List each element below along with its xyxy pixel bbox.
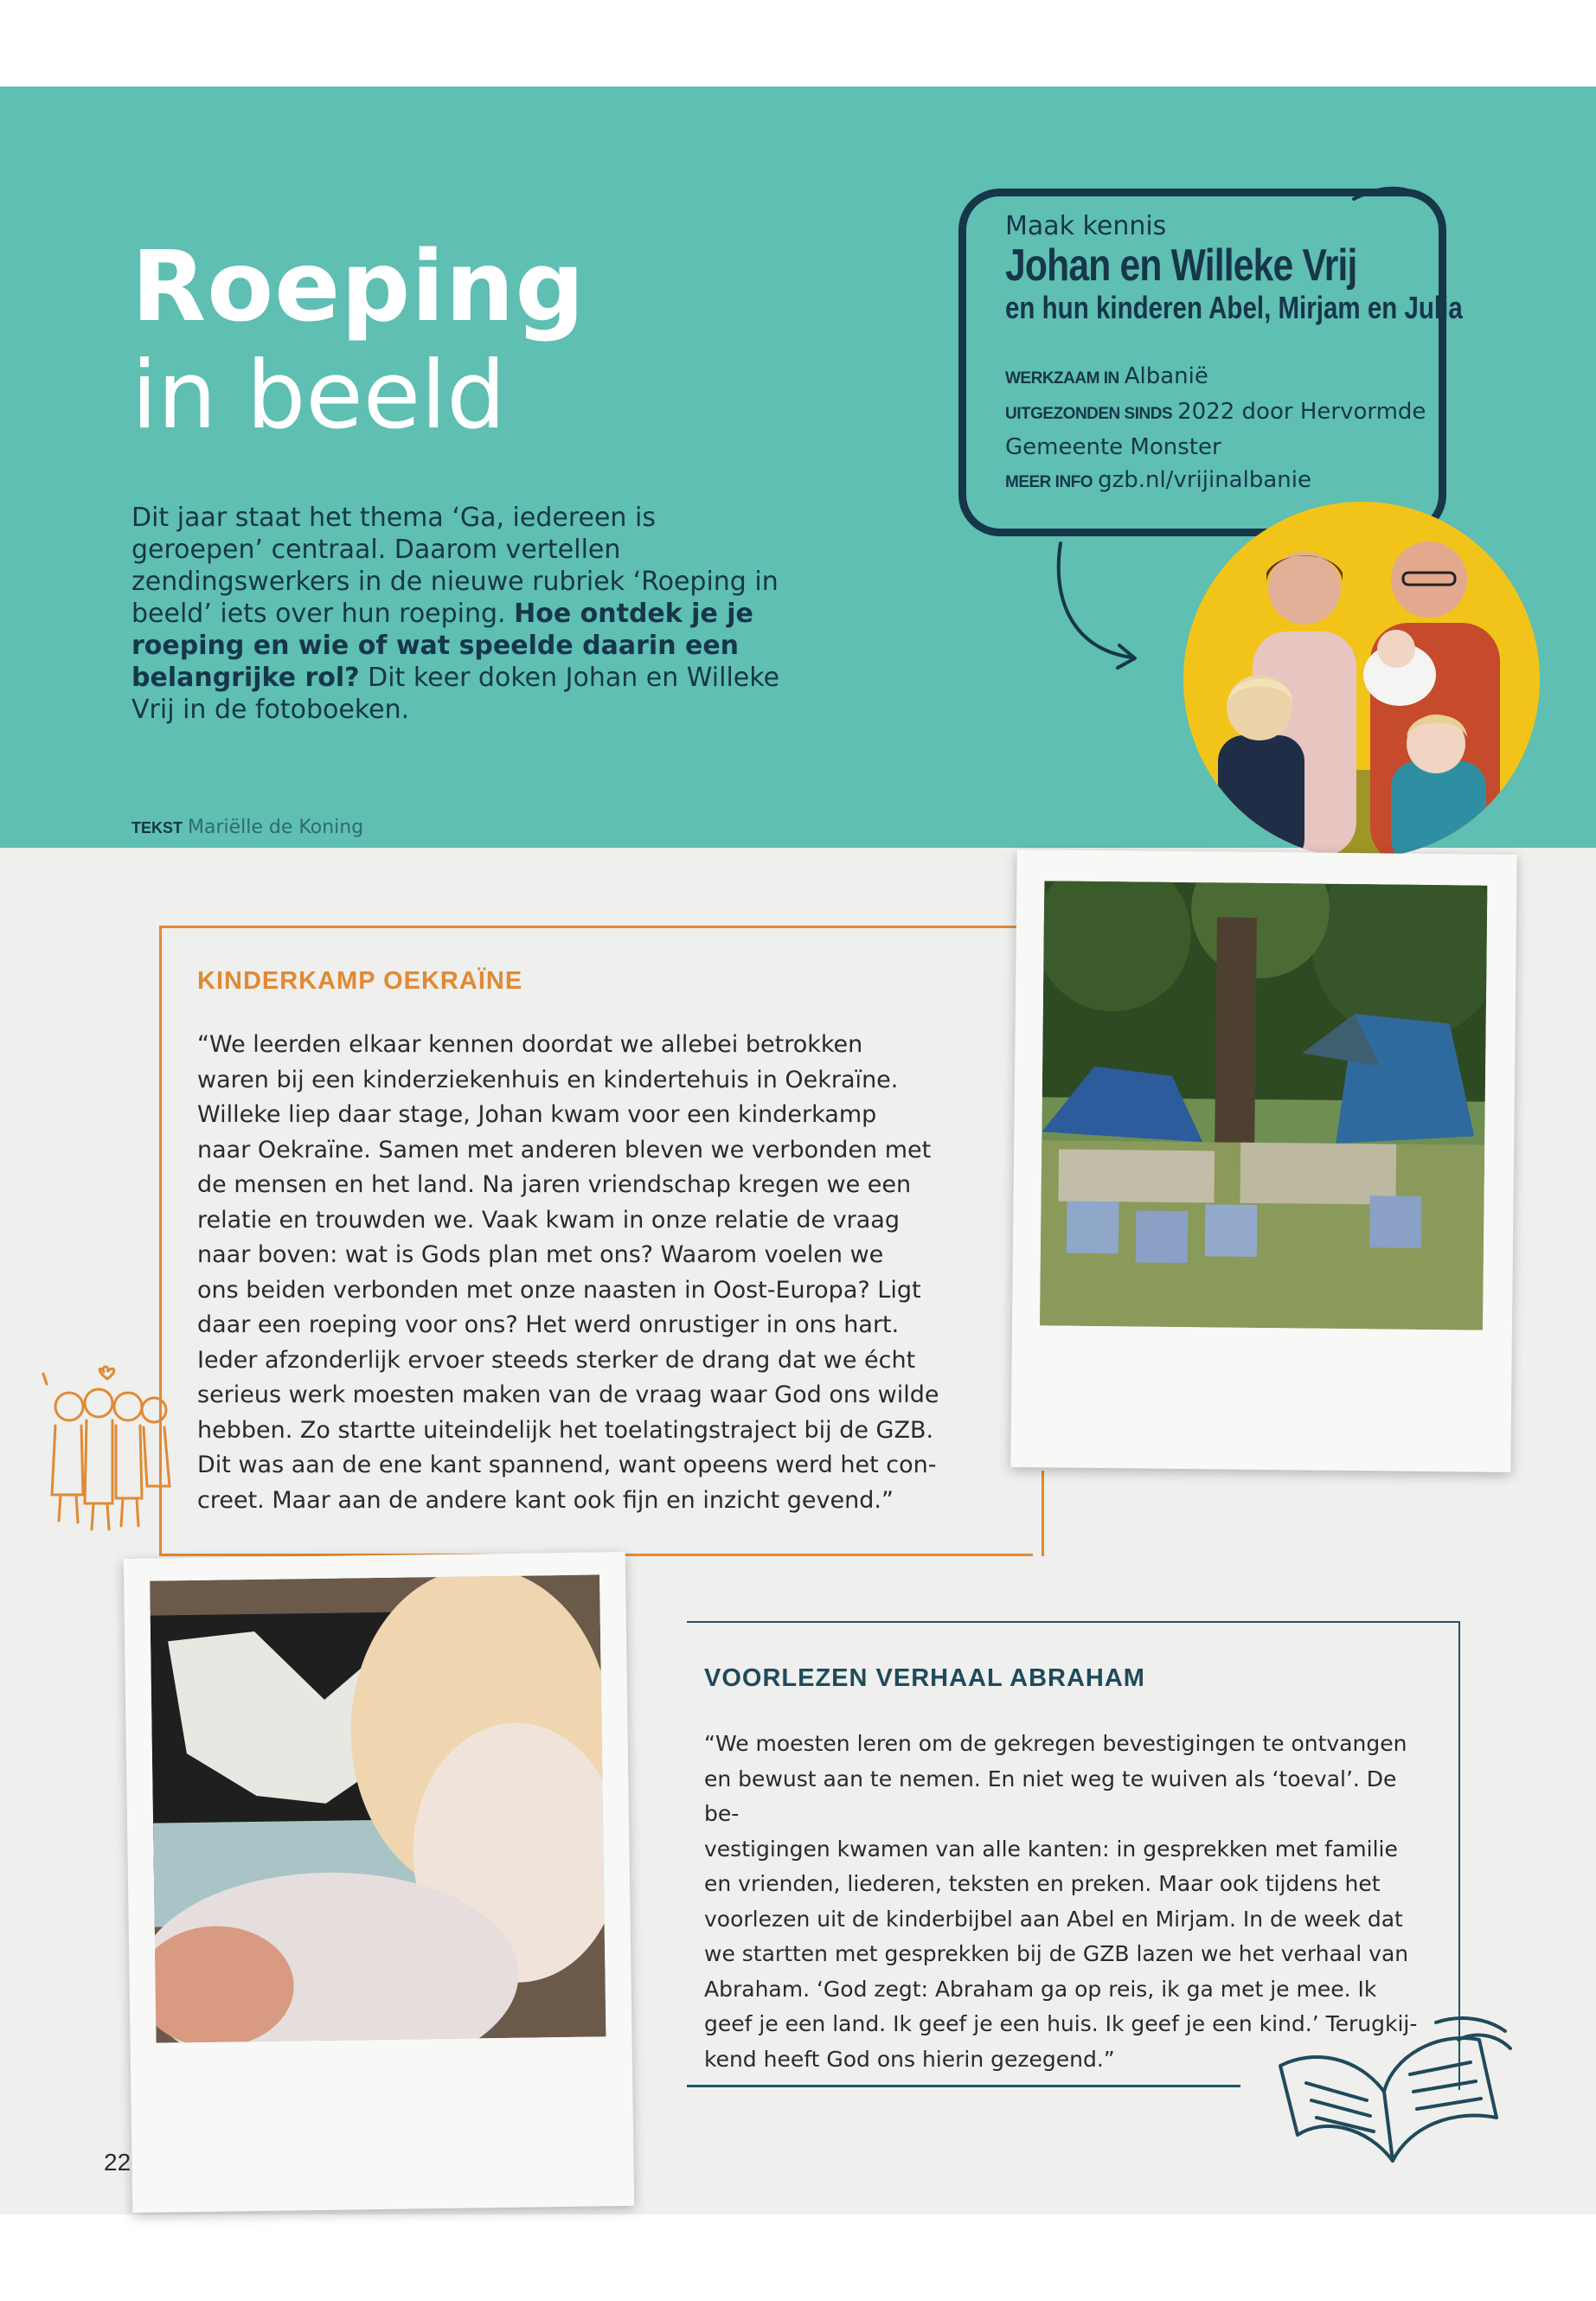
text-line: serieus werk moesten maken van de vraag waar God ons wilde — [197, 1381, 939, 1408]
text-line: kend heeft God ons hierin gezegend.” — [704, 2046, 1115, 2072]
credit-name: Mariëlle de Koning — [188, 817, 364, 838]
curved-arrow-icon — [1045, 536, 1149, 675]
sent-value-line1: 2022 door Hervormde — [1177, 399, 1426, 425]
reading-photo — [150, 1574, 606, 2042]
text-line: en bewust aan te nemen. En niet weg te wuiven als ‘toeval’. De be- — [704, 1766, 1397, 1826]
intro-bold-question: Hoe ontdek je je roeping en wie of wat speelde daarin een belangrijke rol? — [131, 599, 753, 693]
text-line: we startten met gesprekken bij de GZB lazen we het verhaal van — [704, 1941, 1409, 1966]
text-line: Abraham. ‘God zegt: Abraham ga op reis, ik ga met je mee. Ik — [704, 1976, 1377, 2002]
workplace-label: WERKZAAM IN — [1005, 369, 1119, 388]
text-line: hebben. Zo startte uiteindelijk het toelatingstraject bij de GZB. — [197, 1416, 934, 1444]
text-line: creet. Maar aan de andere kant ook fijn en inzicht gevend.” — [197, 1486, 894, 1514]
orange-frame-right — [1042, 1471, 1044, 1556]
intro-end: Dit keer doken Johan en Willeke Vrij in de fotoboeken. — [131, 663, 780, 725]
text-line: relatie en trouwden we. Vaak kwam in onze relatie de vraag — [197, 1206, 900, 1234]
people-drawing-icon — [26, 1365, 182, 1538]
more-info-link[interactable]: gzb.nl/vrijinalbanie — [1098, 467, 1311, 493]
text-line: vestigingen kwamen van alle kanten: in gesprekken met familie — [704, 1836, 1398, 1862]
credit-label: TEKST — [131, 819, 183, 836]
family-portrait-photo — [1183, 502, 1540, 858]
text-line: “We moesten leren om de gekregen bevestigingen te ontvangen — [704, 1731, 1407, 1756]
info-workplace-row — [1005, 360, 1455, 395]
text-line: waren bij een kinderziekenhuis en kindertehuis in Oekraïne. — [197, 1066, 899, 1093]
info-names: Johan en Willeke Vrij — [1005, 240, 1357, 291]
intro-paragraph — [131, 502, 789, 726]
text-line: naar Oekraïne. Samen met anderen bleven we verbonden met — [197, 1136, 932, 1163]
section-kinderkamp-text — [197, 1028, 1002, 1518]
workplace-value: Albanië — [1124, 363, 1208, 389]
family-portrait-illustration — [1183, 502, 1540, 858]
text-line: voorlezen uit de kinderbijbel aan Abel en Mirjam. In de week dat — [704, 1906, 1403, 1932]
info-facts — [1005, 360, 1455, 499]
teal-frame-bottom — [687, 2085, 1240, 2087]
text-line: daar een roeping voor ons? Het werd onrustiger in ons hart. — [197, 1311, 900, 1338]
page-title-bold: Roeping — [131, 231, 586, 343]
text-line: naar boven: wat is Gods plan met ons? Waarom voelen we — [197, 1241, 884, 1268]
author-credit — [131, 817, 363, 838]
text-line: geef je een land. Ik geef je een huis. Ik geef je een kind.’ Terugkij- — [704, 2011, 1418, 2036]
info-intro: Maak kennis — [1005, 211, 1167, 241]
sent-label: UITGEZONDEN SINDS — [1005, 405, 1173, 423]
info-sent-row — [1005, 395, 1455, 431]
text-line: en vrienden, liederen, teksten en preken. Maar ook tijdens het — [704, 1871, 1381, 1896]
page-title-light: in beeld — [131, 342, 506, 450]
camp-photo — [1040, 881, 1487, 1330]
text-line: Dit was aan de ene kant spannend, want opeens werd het con- — [197, 1452, 937, 1478]
sent-value-line2: Gemeente Monster — [1005, 434, 1221, 460]
text-line: de mensen en het land. Na jaren vriendschap kregen we een — [197, 1171, 912, 1198]
camp-photo-polaroid — [1010, 849, 1516, 1472]
text-line: ons beiden verbonden met onze naasten in Oost-Europa? Ligt — [197, 1276, 921, 1304]
info-box-content — [1005, 211, 1463, 499]
page-number: 22 — [104, 2149, 131, 2176]
text-line: “We leerden elkaar kennen doordat we allebei betrokken — [197, 1031, 863, 1058]
more-info-label: MEER INFO — [1005, 473, 1093, 491]
open-book-icon — [1263, 2005, 1522, 2178]
info-children: en hun kinderen Abel, Mirjam en Julia — [1005, 290, 1463, 325]
intro-text: Dit jaar staat het thema ‘Ga, iedereen is geroepen’ centraal. Daarom vertellen zendingswerkers in de nieuwe rubriek ‘Roeping in beeld’ iets over hun roeping. — [131, 503, 779, 629]
text-line: Willeke liep daar stage, Johan kwam voor een kinderkamp — [197, 1101, 877, 1128]
info-more-row — [1005, 464, 1455, 499]
reading-photo-polaroid — [124, 1552, 634, 2213]
section-kinderkamp-title: KINDERKAMP OEKRAÏNE — [197, 967, 523, 995]
section-abraham-title: VOORLEZEN VERHAAL ABRAHAM — [704, 1664, 1145, 1692]
text-line: Ieder afzonderlijk ervoer steeds sterker de drang dat we écht — [197, 1346, 916, 1374]
